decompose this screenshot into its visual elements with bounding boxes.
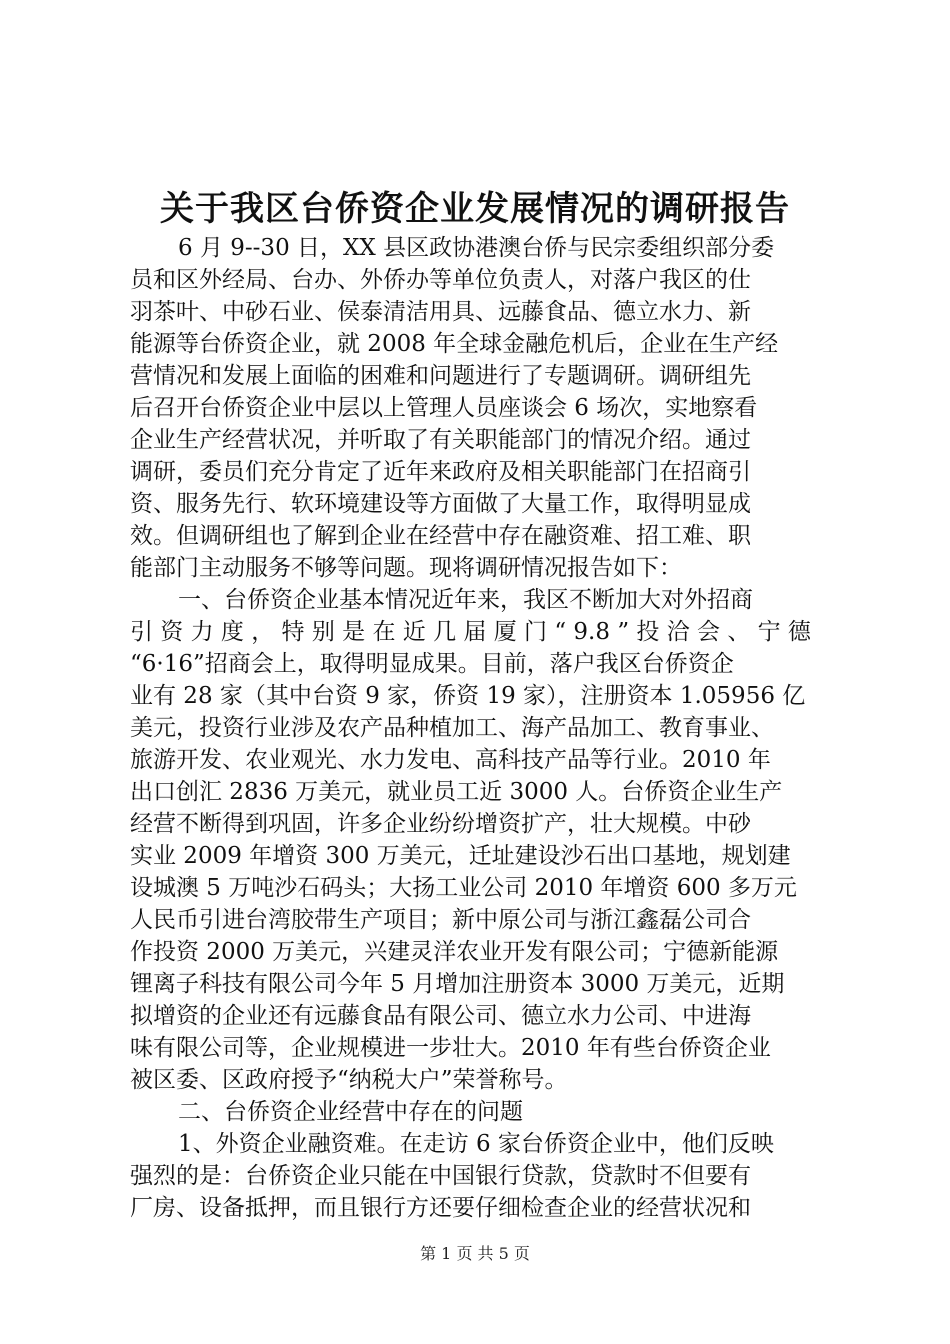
body-text-line: 旅游开发、农业观光、水力发电、高科技产品等行业。2010 年 bbox=[130, 747, 771, 773]
page-number-footer: 第 1 页 共 5 页 bbox=[420, 1244, 530, 1263]
body-text-line: 出口创汇 2836 万美元，就业员工近 3000 人。台侨资企业生产 bbox=[130, 779, 783, 805]
body-text-line: 营情况和发展上面临的困难和问题进行了专题调研。调研组先 bbox=[130, 363, 751, 389]
body-text-line: 1、外资企业融资难。在走访 6 家台侨资企业中，他们反映 bbox=[178, 1131, 774, 1157]
document-title: 关于我区台侨资企业发展情况的调研报告 bbox=[160, 189, 790, 229]
body-text-line: 能源等台侨资企业，就 2008 年全球金融危机后，企业在生产经 bbox=[130, 331, 779, 357]
body-text-line: 厂房、设备抵押，而且银行方还要仔细检查企业的经营状况和 bbox=[130, 1195, 751, 1221]
body-text-line: 实业 2009 年增资 300 万美元，迁址建设沙石出口基地，规划建 bbox=[130, 843, 791, 869]
body-text-line: 效。但调研组也了解到企业在经营中存在融资难、招工难、职 bbox=[130, 523, 751, 549]
body-text-line: 资、服务先行、软环境建设等方面做了大量工作，取得明显成 bbox=[130, 491, 751, 517]
body-text-line: 设城澳 5 万吨沙石码头；大扬工业公司 2010 年增资 600 多万元 bbox=[130, 875, 797, 901]
body-text-line: 经营不断得到巩固，许多企业纷纷增资扩产，壮大规模。中砂 bbox=[130, 811, 751, 837]
body-text-line: 调研，委员们充分肯定了近年来政府及相关职能部门在招商引 bbox=[130, 459, 751, 485]
body-text-line: 羽茶叶、中砂石业、侯泰清洁用具、远藤食品、德立水力、新 bbox=[130, 299, 751, 325]
body-text-line: “6·16”招商会上，取得明显成果。目前，落户我区台侨资企 bbox=[130, 651, 734, 677]
body-text-line: 引 资 力 度 ， 特 别 是 在 近 几 届 厦 门 “ 9.8 ” 投 洽 会 、 宁 德 bbox=[130, 619, 811, 645]
body-text-line: 味有限公司等，企业规模进一步壮大。2010 年有些台侨资企业 bbox=[130, 1035, 771, 1061]
document-body bbox=[130, 232, 830, 1224]
body-text-line: 锂离子科技有限公司今年 5 月增加注册资本 3000 万美元，近期 bbox=[130, 971, 785, 997]
body-text-line: 强烈的是：台侨资企业只能在中国银行贷款，贷款时不但要有 bbox=[130, 1163, 751, 1189]
body-text-line: 后召开台侨资企业中层以上管理人员座谈会 6 场次，实地察看 bbox=[130, 395, 758, 421]
body-text-line: 人民币引进台湾胶带生产项目；新中原公司与浙江鑫磊公司合 bbox=[130, 907, 751, 933]
body-text-line: 作投资 2000 万美元，兴建灵洋农业开发有限公司；宁德新能源 bbox=[130, 939, 779, 965]
body-text-line: 能部门主动服务不够等问题。现将调研情况报告如下： bbox=[130, 555, 682, 581]
body-text-line: 6 月 9--30 日，XX 县区政协港澳台侨与民宗委组织部分委 bbox=[178, 235, 775, 261]
body-text-line: 拟增资的企业还有远藤食品有限公司、德立水力公司、中进海 bbox=[130, 1003, 751, 1029]
body-text-line: 业有 28 家（其中台资 9 家，侨资 19 家），注册资本 1.05956 亿 bbox=[130, 683, 806, 709]
body-text-line: 企业生产经营状况，并听取了有关职能部门的情况介绍。通过 bbox=[130, 427, 751, 453]
body-text-line: 二、台侨资企业经营中存在的问题 bbox=[178, 1099, 523, 1125]
body-text-line: 一、台侨资企业基本情况近年来，我区不断加大对外招商 bbox=[178, 587, 753, 613]
body-text-line: 被区委、区政府授予“纳税大户”荣誉称号。 bbox=[130, 1067, 568, 1093]
body-text-line: 美元，投资行业涉及农产品种植加工、海产品加工、教育事业、 bbox=[130, 715, 774, 741]
body-text-line: 员和区外经局、台办、外侨办等单位负责人，对落户我区的仕 bbox=[130, 267, 751, 293]
